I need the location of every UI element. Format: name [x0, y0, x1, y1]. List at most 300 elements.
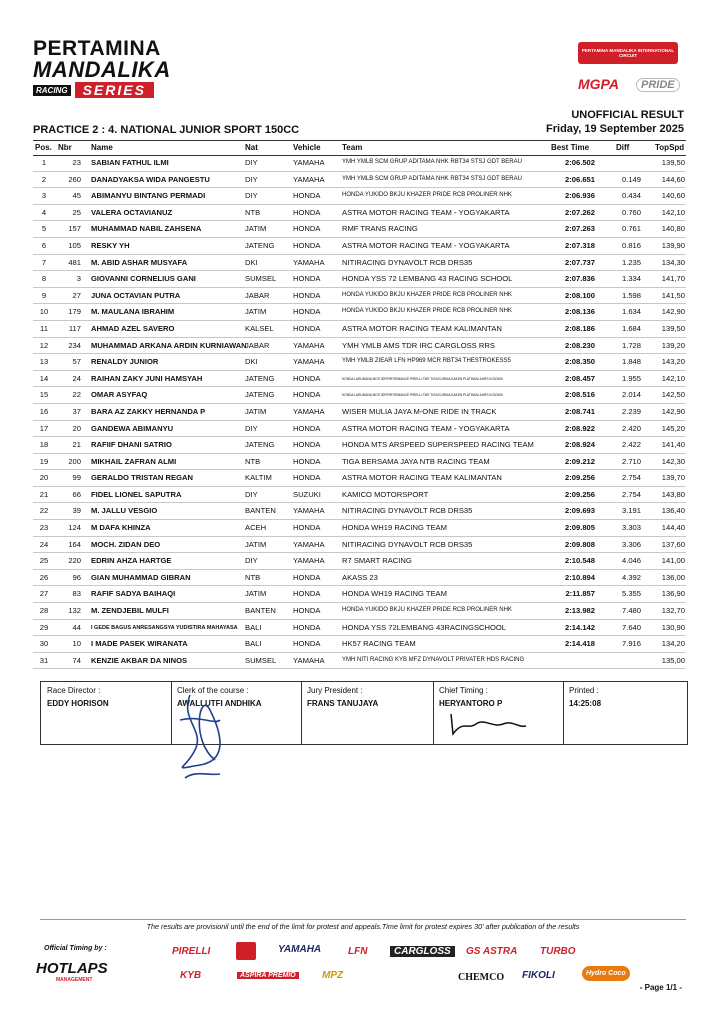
row-name: RENALDY JUNIOR — [91, 357, 159, 367]
row-nat: DKI — [245, 357, 258, 367]
logo-series: SERIES — [75, 82, 154, 98]
row-name: KENZIE AKBAR DA NINOS — [91, 655, 188, 665]
row-topspd: 142,50 — [661, 390, 685, 400]
row-diff: 1.235 — [621, 257, 641, 267]
row-nbr: 25 — [72, 207, 81, 217]
table-row — [33, 188, 686, 205]
row-name: MIKHAIL ZAFRAN ALMI — [91, 456, 177, 466]
row-pos: 17 — [39, 423, 49, 433]
row-best-time: 2:08.457 — [565, 373, 595, 383]
row-topspd: 139,50 — [661, 323, 685, 333]
row-name: RAFIF SADYA BAIHAQI — [91, 589, 176, 599]
row-nbr: 96 — [72, 572, 81, 582]
row-team: HONDA LARUMANA MCR 30PERFORMANCE PIRELLI TMS TIGA KURNIA DAKEN PLATINUM AHRS KOIZUMI — [342, 376, 503, 381]
row-name: GIOVANNI CORNELIUS GANI — [91, 274, 196, 284]
row-pos: 11 — [40, 323, 48, 333]
row-nat: JABAR — [245, 290, 270, 300]
col-diff: Diff — [616, 143, 630, 152]
row-topspd: 137,60 — [661, 539, 685, 549]
circuit-badge: PERTAMINA MANDALIKA INTERNATIONAL CIRCUIT — [578, 42, 678, 64]
row-vehicle: HONDA — [293, 224, 321, 234]
row-best-time: 2:10.894 — [565, 572, 595, 582]
col-name: Name — [91, 143, 113, 152]
row-diff: 2.239 — [621, 406, 641, 416]
row-team: HONDA YUKIDO BKJU KHAZER PRIDE RCB PROLINER NHK — [342, 291, 512, 298]
official-timing-label: Official Timing by : — [44, 945, 107, 952]
table-row — [33, 404, 686, 421]
row-vehicle: HONDA — [293, 323, 321, 333]
printed-time: 14:25:08 — [569, 699, 602, 708]
table-row — [33, 520, 686, 537]
sponsor-cargloss: CARGLOSS — [390, 946, 455, 957]
row-nbr: 22 — [72, 390, 81, 400]
row-vehicle: HONDA — [293, 473, 321, 483]
clerk-name: AWALLUTFI ANDHIKA — [177, 699, 262, 708]
row-name: M. ABID ASHAR MUSYAFA — [91, 257, 188, 267]
row-topspd: 144,40 — [661, 523, 685, 533]
row-pos: 13 — [39, 357, 49, 367]
row-best-time: 2:14.142 — [565, 622, 595, 632]
row-vehicle: SUZUKI — [293, 489, 321, 499]
mgpa-logo: MGPA — [578, 76, 619, 92]
table-row — [33, 371, 686, 388]
row-nbr: 234 — [68, 340, 81, 350]
row-nat: BALI — [245, 622, 262, 632]
sponsor-chemco: CHEMCO — [458, 972, 505, 983]
row-diff: 2.420 — [621, 423, 641, 433]
row-best-time: 2:07.263 — [565, 224, 595, 234]
row-name: OMAR ASYFAQ — [91, 390, 148, 400]
row-nat: KALSEL — [245, 323, 274, 333]
row-team: YMH YMLB ZIEAR LFN HP969 MCR RBT34 THESTROKESS5 — [342, 358, 511, 365]
row-pos: 18 — [39, 440, 49, 450]
row-nbr: 37 — [72, 406, 81, 416]
row-nat: SUMSEL — [245, 274, 277, 284]
jury-label: Jury President : — [307, 686, 363, 695]
printed-cell — [563, 682, 686, 744]
row-best-time: 2:09.808 — [565, 539, 595, 549]
sponsor-yamaha: YAMAHA — [278, 944, 322, 955]
row-name: SABIAN FATHUL ILMI — [91, 158, 169, 167]
row-diff: 4.046 — [621, 556, 641, 566]
row-name: RESKY YH — [91, 240, 130, 250]
row-nat: DIY — [245, 191, 258, 201]
row-team: HK57 RACING TEAM — [342, 639, 416, 649]
hotlaps-logo: HOTLAPS MANAGEMENT — [36, 960, 108, 983]
row-pos: 8 — [41, 274, 47, 284]
row-pos: 30 — [39, 639, 49, 649]
row-vehicle: HONDA — [293, 622, 321, 632]
row-vehicle: YAMAHA — [293, 257, 325, 267]
row-vehicle: HONDA — [293, 373, 321, 383]
row-nat: BANTEN — [245, 506, 276, 516]
row-topspd: 143,20 — [661, 357, 685, 367]
table-row — [33, 537, 686, 554]
protest-note: The results are provisionil until the end of the limit for protest and appeals.Time limit for protest expires 30' after publication of the results — [40, 919, 686, 931]
row-vehicle: HONDA — [293, 307, 321, 317]
timing-name: HERYANTORO P — [439, 699, 503, 708]
col-vehicle: Vehicle — [293, 143, 321, 152]
row-team: ASTRA MOTOR RACING TEAM - YOGYAKARTA — [342, 240, 510, 250]
row-nat: JATENG — [245, 440, 275, 450]
row-nbr: 23 — [72, 158, 81, 167]
race-director-label: Race Director : — [47, 686, 101, 695]
row-topspd: 139,50 — [661, 158, 685, 167]
row-vehicle: HONDA — [293, 207, 321, 217]
table-row — [33, 421, 686, 438]
row-diff: 2.014 — [621, 390, 641, 400]
row-name: RAFIIF DHANI SATRIO — [91, 440, 172, 450]
row-vehicle: YAMAHA — [293, 158, 325, 167]
row-diff: 2.754 — [621, 489, 641, 499]
row-diff: 1.334 — [621, 274, 641, 284]
row-vehicle: HONDA — [293, 523, 321, 533]
row-pos: 28 — [39, 606, 49, 616]
row-nat: DIY — [245, 423, 258, 433]
row-nat: DIY — [245, 489, 258, 499]
row-pos: 2 — [41, 174, 47, 184]
row-team: WISER MULIA JAYA M-ONE RIDE IN TRACK — [342, 406, 497, 416]
row-vehicle: HONDA — [293, 572, 321, 582]
page-number: - Page 1/1 - — [639, 983, 682, 992]
row-pos: 14 — [39, 373, 49, 383]
row-topspd: 136,90 — [661, 589, 685, 599]
row-nat: DKI — [245, 257, 258, 267]
timing-label: Chief Timing : — [439, 686, 488, 695]
sponsor-gs-astra: GS ASTRA — [466, 946, 518, 957]
row-name: GANDEWA ABIMANYU — [91, 423, 174, 433]
table-row — [33, 437, 686, 454]
table-row — [33, 620, 686, 637]
row-best-time: 2:08.516 — [565, 390, 595, 400]
row-name: I GEDE BAGUS ANRESANGSYA YUDISTIRA MAHAYASA — [91, 624, 238, 631]
results-table-header — [33, 140, 686, 156]
row-diff: 1.848 — [621, 357, 641, 367]
row-pos: 23 — [39, 523, 49, 533]
row-vehicle: HONDA — [293, 606, 321, 616]
table-row — [33, 487, 686, 504]
row-vehicle: HONDA — [293, 423, 321, 433]
row-name: FIDEL LIONEL SAPUTRA — [91, 489, 182, 499]
row-diff: 3.306 — [621, 539, 641, 549]
row-name: M DAFA KHINZA — [91, 523, 151, 533]
row-topspd: 141,40 — [661, 440, 685, 450]
row-name: MUHAMMAD ARKANA ARDIN KURNIAWAN — [91, 340, 247, 350]
row-nbr: 3 — [76, 274, 81, 284]
row-topspd: 134,20 — [661, 639, 685, 649]
row-diff: 3.303 — [621, 523, 641, 533]
row-best-time: 2:08.924 — [565, 440, 595, 450]
row-diff: 5.355 — [621, 589, 641, 599]
row-team: YMH YMLB AMS TDR IRC CARGLOSS RRS — [342, 340, 495, 350]
row-team: ASTRA MOTOR RACING TEAM KALIMANTAN — [342, 323, 502, 333]
row-pos: 24 — [39, 539, 49, 549]
row-nat: JATENG — [245, 390, 275, 400]
row-topspd: 145,20 — [661, 423, 685, 433]
row-best-time: 2:14.418 — [565, 639, 595, 649]
row-nat: JATENG — [245, 373, 275, 383]
row-vehicle: HONDA — [293, 191, 321, 201]
row-nbr: 117 — [68, 323, 81, 333]
row-pos: 26 — [39, 572, 49, 582]
row-topspd: 134,30 — [661, 257, 685, 267]
row-nbr: 124 — [68, 523, 81, 533]
row-pos: 12 — [39, 340, 49, 350]
row-nat: JABAR — [245, 340, 270, 350]
row-best-time: 2:09.805 — [565, 523, 595, 533]
row-nbr: 74 — [72, 655, 81, 665]
row-topspd: 140,60 — [661, 191, 685, 201]
timing-signature — [448, 710, 528, 740]
row-best-time: 2:06.651 — [565, 174, 595, 184]
row-topspd: 144,60 — [661, 174, 685, 184]
row-team: HONDA YUKIDO BKJU KHAZER PRIDE RCB PROLINER NHK — [342, 192, 512, 199]
row-vehicle: YAMAHA — [293, 655, 325, 665]
row-topspd: 142,10 — [661, 373, 685, 383]
row-name: ABIMANYU BINTANG PERMADI — [91, 191, 206, 201]
row-nat: JATIM — [245, 307, 267, 317]
sponsor-mpz: MPZ — [322, 970, 344, 981]
row-nat: BALI — [245, 639, 262, 649]
row-topspd: 139,70 — [661, 473, 685, 483]
row-best-time: 2:08.100 — [565, 290, 595, 300]
row-team: HONDA MTS ARSPEED SUPERSPEED RACING TEAM — [342, 440, 534, 450]
logo-line1: PERTAMINA — [33, 37, 161, 60]
row-vehicle: YAMAHA — [293, 357, 325, 367]
row-name: JUNA OCTAVIAN PUTRA — [91, 290, 181, 300]
row-team: HONDA LARUMANA MCR 30PERFORMANCE PIRELLI TMS TIGA KURNIA DAKEN PLATINUM AHRS KOIZUMI — [342, 393, 503, 398]
row-nbr: 44 — [72, 622, 81, 632]
col-nat: Nat — [245, 143, 258, 152]
row-name: M. ZENDJEBIL MULFI — [91, 606, 169, 616]
table-row — [33, 503, 686, 520]
row-diff: 0.761 — [621, 224, 641, 234]
table-row — [33, 321, 686, 338]
row-nat: DIY — [245, 174, 258, 184]
row-team: HONDA WH19 RACING TEAM — [342, 589, 447, 599]
row-diff: 0.149 — [621, 174, 641, 184]
row-pos: 27 — [39, 589, 49, 599]
table-row — [33, 238, 686, 255]
table-row — [33, 653, 686, 670]
row-nbr: 260 — [68, 174, 81, 184]
row-diff: 7.480 — [621, 606, 641, 616]
row-topspd: 136,40 — [661, 506, 685, 516]
table-row — [33, 454, 686, 471]
row-best-time: 2:08.922 — [565, 423, 595, 433]
row-nat: DIY — [245, 556, 258, 566]
sponsor-turbo: TURBO — [540, 946, 576, 957]
result-date: Friday, 19 September 2025 — [546, 123, 684, 135]
row-best-time: 2:07.262 — [565, 207, 595, 217]
row-name: GIAN MUHAMMAD GIBRAN — [91, 572, 191, 582]
row-nbr: 220 — [68, 556, 81, 566]
row-vehicle: YAMAHA — [293, 406, 325, 416]
sponsor-aspira: ASPIRA PREMIO — [237, 972, 299, 979]
row-best-time: 2:08.186 — [565, 323, 595, 333]
row-pos: 7 — [41, 257, 47, 267]
row-topspd: 140,80 — [661, 224, 685, 234]
row-best-time: 2:06.502 — [565, 158, 595, 167]
row-vehicle: HONDA — [293, 290, 321, 300]
row-pos: 1 — [41, 158, 47, 167]
table-row — [33, 387, 686, 404]
row-team: NITIRACING DYNAVOLT RCB DRS35 — [342, 539, 473, 549]
table-row — [33, 570, 686, 587]
table-row — [33, 603, 686, 620]
row-diff: 0.760 — [621, 207, 641, 217]
row-nbr: 164 — [68, 539, 81, 549]
row-team: RMF TRANS RACING — [342, 224, 418, 234]
row-nat: BANTEN — [245, 606, 276, 616]
row-team: YMH YMLB SCM GRUP ADITAMA NHK RBT34 STSJ GDT BERAU — [342, 159, 522, 165]
table-row — [33, 553, 686, 570]
row-best-time: 2:10.548 — [565, 556, 595, 566]
row-nat: JATIM — [245, 224, 267, 234]
row-pos: 3 — [41, 191, 47, 201]
row-pos: 6 — [41, 240, 47, 250]
row-nat: NTB — [245, 572, 261, 582]
pertamina-mandalika-logo — [33, 38, 183, 98]
row-topspd: 142,10 — [661, 207, 685, 217]
table-row — [33, 221, 686, 238]
row-pos: 15 — [39, 390, 49, 400]
row-team: HONDA YUKIDO BKJU KHAZER PRIDE RCB PROLINER NHK — [342, 607, 512, 614]
row-best-time: 2:13.982 — [565, 606, 595, 616]
pride-logo: PRIDE — [636, 78, 680, 92]
row-name: VALERA OCTAVIANUZ — [91, 207, 173, 217]
row-team: HONDA YSS 72 LEMBANG 43 RACING SCHOOL — [342, 274, 513, 284]
row-pos: 4 — [41, 207, 47, 217]
row-topspd: 141,50 — [661, 290, 685, 300]
row-diff: 7.640 — [621, 622, 641, 632]
row-topspd: 136,00 — [661, 572, 685, 582]
row-diff: 7.916 — [621, 639, 641, 649]
col-topspd: TopSpd — [655, 143, 685, 152]
row-nbr: 21 — [72, 440, 81, 450]
row-pos: 5 — [41, 224, 47, 234]
row-nbr: 99 — [72, 473, 81, 483]
row-vehicle: HONDA — [293, 456, 321, 466]
table-row — [33, 586, 686, 603]
table-row — [33, 304, 686, 321]
table-row — [33, 155, 686, 172]
row-best-time: 2:09.693 — [565, 506, 595, 516]
row-best-time: 2:08.741 — [565, 406, 595, 416]
row-name: EDRIN AHZA HARTGE — [91, 556, 172, 566]
row-name: MUHAMMAD NABIL ZAHSENA — [91, 224, 202, 234]
sponsor-hydro-coco: Hydro Coco — [582, 966, 630, 981]
row-nbr: 132 — [68, 606, 81, 616]
row-vehicle: HONDA — [293, 440, 321, 450]
row-pos: 22 — [39, 506, 49, 516]
row-nbr: 20 — [72, 423, 81, 433]
row-best-time: 2:08.230 — [565, 340, 595, 350]
row-vehicle: HONDA — [293, 589, 321, 599]
row-best-time: 2:11.857 — [565, 589, 595, 599]
row-vehicle: YAMAHA — [293, 556, 325, 566]
row-team: YMH YMLB SCM GRUP ADITAMA NHK RBT34 STSJ GDT BERAU — [342, 175, 522, 182]
row-nbr: 200 — [68, 456, 81, 466]
row-nbr: 57 — [72, 357, 81, 367]
row-nbr: 27 — [72, 290, 81, 300]
clerk-label: Clerk of the course : — [177, 686, 249, 695]
row-vehicle: HONDA — [293, 390, 321, 400]
row-pos: 25 — [39, 556, 49, 566]
row-pos: 20 — [39, 473, 49, 483]
row-nat: KALTIM — [245, 473, 272, 483]
row-pos: 29 — [39, 622, 49, 632]
row-nat: DIY — [245, 158, 258, 167]
table-row — [33, 172, 686, 189]
row-nat: JATENG — [245, 240, 275, 250]
col-nbr: Nbr — [58, 143, 72, 152]
row-vehicle: YAMAHA — [293, 174, 325, 184]
row-team: HONDA WH19 RACING TEAM — [342, 523, 447, 533]
row-name: M. JALLU VESGIO — [91, 506, 158, 516]
row-nbr: 45 — [72, 191, 81, 201]
row-team: TIGA BERSAMA JAYA NTB RACING TEAM — [342, 456, 490, 466]
row-name: GERALDO TRISTAN REGAN — [91, 473, 193, 483]
row-pos: 16 — [39, 406, 49, 416]
row-team: NITIRACING DYNAVOLT RCB DRS35 — [342, 257, 473, 267]
clerk-signature — [160, 690, 240, 785]
table-row — [33, 338, 686, 355]
sponsor-kyb: KYB — [180, 970, 202, 981]
row-name: RAIHAN ZAKY JUNI HAMSYAH — [91, 373, 203, 383]
row-nbr: 10 — [72, 639, 81, 649]
table-row — [33, 636, 686, 653]
signature-box — [40, 681, 688, 745]
row-team: YMH NITI RACING KYB MFZ DYNAVOLT PRIVATER HDS RACING — [342, 656, 525, 663]
row-team: ASTRA MOTOR RACING TEAM - YOGYAKARTA — [342, 207, 510, 217]
row-topspd: 132,70 — [661, 606, 685, 616]
row-topspd: 141,70 — [661, 274, 685, 284]
sponsor-pirelli: PIRELLI — [172, 946, 211, 957]
row-diff: 3.191 — [621, 506, 641, 516]
result-status: UNOFFICIAL RESULT — [571, 109, 684, 121]
row-diff: 1.634 — [621, 307, 641, 317]
row-nbr: 481 — [68, 257, 81, 267]
row-best-time: 2:08.136 — [565, 307, 595, 317]
row-name: AHMAD AZEL SAVERO — [91, 323, 175, 333]
row-diff: 1.728 — [621, 340, 641, 350]
table-row — [33, 288, 686, 305]
session-title: PRACTICE 2 : 4. NATIONAL JUNIOR SPORT 150CC — [33, 124, 300, 136]
row-best-time: 2:09.212 — [565, 456, 595, 466]
table-row — [33, 470, 686, 487]
table-row — [33, 354, 686, 371]
row-diff: 1.684 — [621, 323, 641, 333]
row-diff: 4.392 — [621, 572, 641, 582]
row-nat: SUMSEL — [245, 655, 277, 665]
row-vehicle: HONDA — [293, 274, 321, 284]
row-team: HONDA YSS 72LEMBANG 43RACINGSCHOOL — [342, 622, 507, 632]
row-team: R7 SMART RACING — [342, 556, 412, 566]
logo-racing: RACING — [33, 85, 71, 96]
row-pos: 21 — [39, 489, 49, 499]
row-topspd: 141,00 — [661, 556, 685, 566]
organizer-logos — [548, 42, 682, 102]
row-best-time: 2:06.936 — [565, 191, 595, 201]
row-pos: 9 — [41, 290, 47, 300]
row-nat: NTB — [245, 456, 261, 466]
row-vehicle: HONDA — [293, 240, 321, 250]
row-topspd: 139,90 — [661, 240, 685, 250]
col-pos: Pos. — [35, 143, 52, 152]
row-name: DANADYAKSA WIDA PANGESTU — [91, 174, 210, 184]
row-best-time: 2:09.256 — [565, 489, 595, 499]
